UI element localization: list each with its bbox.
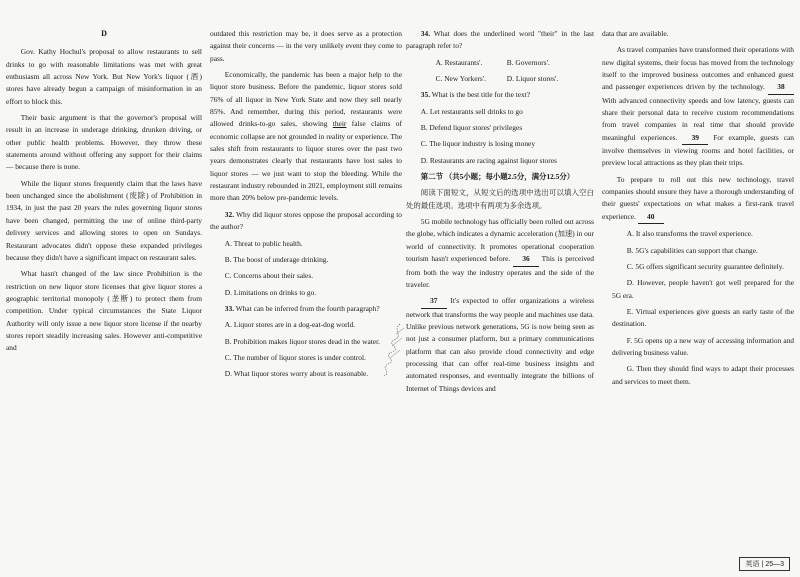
- pencil-scribble: [352, 320, 412, 380]
- section-title: 第二节 （共5小题；每小题2.5分，满分12.5分）: [420, 172, 575, 182]
- column-3: [406, 28, 594, 399]
- option: B. Governors'.: [506, 57, 550, 67]
- option: D. Restaurants are racing against liquor stores: [420, 155, 557, 165]
- page-footer: 英语 | 25—3: [739, 557, 790, 571]
- option: B. The boost of underage drinking.: [224, 254, 329, 264]
- question-33: 33. What can be inferred from the fourth paragraph? A. Liquor stores are in a dog-eat-dog world. B. Prohibition makes liquor stores dead in the water. C. The number of liquor stores is under control. D. What liquor stores worry about is reasonable.: [210, 303, 402, 381]
- passage-paragraph: Economically, the pandemic has been a major help to the liquor store business. Before the pandemic, liquor stores sold 76% of all liquor in New York State and now they sell nearly 85%. And remember, during this period, restaurants were allowed drinks-to-go sales, showing their false claims of economic collapse are not grounded in reality or experience. The sales shift from restaurants to liquor stores over the past two years demonstrates clearly that restaurants have lost sales to liquor stores — we just want to stop the bleeding. While the restaurant industry rebounded in 2021, employment still remains more than 20% below pre-pandemic levels.: [210, 70, 402, 203]
- option: B. Defend liquor stores' privileges: [420, 123, 523, 133]
- question-35: 35. What is the best title for the text? A. Let restaurants sell drinks to go B. Defend liquor stores' privileges C. The liquor industry is losing money D. Restaurants are racing against liquor stores: [406, 89, 594, 167]
- option: G. Then they should find ways to adapt their processes and services to meet them.: [612, 364, 794, 386]
- passage-paragraph: 5G mobile technology has officially been rolled out across the globe, which indicates a dynamic acceleration (加速) in our world of connectivity. It promotes operational cooperation tourism hasn't experienced before. 36 This is perceived from both the way the industry operates and the side of the traveler.: [406, 217, 594, 289]
- option: C. 5G offers significant security guarantee definitely.: [626, 261, 784, 271]
- option: A. Let restaurants sell drinks to go: [420, 106, 523, 116]
- question-34: 34. What does the underlined word "their" in the last paragraph refer to? A. Restaurants'. B. Governors'. C. New Yorkers'. D. Liquor stores'.: [406, 28, 594, 85]
- option: D. What liquor stores worry about is reasonable.: [224, 369, 369, 379]
- option: A. It also transforms the travel experience.: [626, 229, 753, 239]
- passage-paragraph: While the liquor stores frequently claim that the laws have been unchanged since the abolishment (废除) of Prohibition in 1934, in just the past 20 years the rules governing liquor stores have been changed, permitting the use of online third-party delivery services and allowing stores to open on Sundays. Restaurant advocates didn't oppose these expanded privileges because they didn't have a significant impact on restaurant sales.: [6, 178, 202, 262]
- passage-letter: D: [101, 29, 107, 38]
- option: E. Virtual experiences give guests an early taste of the destination.: [612, 306, 794, 329]
- option: C. The liquor industry is losing money: [420, 139, 536, 149]
- option: A. Threat to public health.: [224, 238, 303, 248]
- passage-paragraph: What hasn't changed of the law since Prohibition is the restriction on new liquor store licenses that give liquor stores a geographic territorial monopoly (垄断) to protect them from competition. Under typical circumstances the State Liquor Authority will only issue a new liquor store license if the nearby stores report steadily increasing sales. However anti-competitive and: [6, 269, 202, 353]
- section-instructions: 阅读下面短文，从短文后的选项中选出可以填入空白处的最佳选项。选项中有两项为多余选项。: [406, 188, 594, 210]
- passage-paragraph: Their basic argument is that the governor's proposal will result in an increase in underage drinking, drunken driving, or other public health problems. However, they throw these statements around without offering any support for their claims — because there is none.: [6, 113, 202, 172]
- option: D. Liquor stores'.: [506, 74, 559, 84]
- column-1: [6, 28, 202, 359]
- blank-38[interactable]: 38: [768, 81, 794, 94]
- page-number: 25—3: [765, 561, 784, 568]
- blank-40[interactable]: 40: [638, 211, 664, 224]
- passage-paragraph: 37 It's expected to offer organizations a wireless network that transforms the way people and machines use data. Unlike previous network generations, 5G is now being seen as not just a consumer platform, but a primary communications platform that can also provide cloud connectivity and edge processing that can offer real-time business insights and automated responses, and eventually integrate the billions of Internet of Things devices and: [406, 296, 594, 393]
- passage-paragraph: data that are available.: [602, 29, 669, 38]
- option: B. Prohibition makes liquor stores dead in the water.: [224, 336, 380, 346]
- blank-36[interactable]: 36: [513, 253, 539, 266]
- passage-paragraph: To prepare to roll out this new technology, travel companies should ensure they have a thorough understanding of their guests' expectations on what makes a first-rank travel experience. 40: [602, 174, 794, 224]
- option: C. The number of liquor stores is under control.: [224, 352, 366, 362]
- blank-39[interactable]: 39: [682, 132, 708, 145]
- passage-paragraph: outdated this restriction may be, it does serve as a protection against their concerns — in the very unlikely event they come to pass.: [210, 29, 402, 63]
- passage-paragraph: Gov. Kathy Hochul's proposal to allow restaurants to sell drinks to go with reasonable limitations was met with great enthusiasm all across New York. But New York's liquor (酒) stores have already begun a campaign of misinformation in an effort to block this.: [6, 47, 202, 106]
- underlined-word: their: [332, 119, 347, 129]
- question-32: 32. Why did liquor stores oppose the proposal according to the author? A. Threat to public health. B. The boost of underage drinking. C. Concerns about their sales. D. Limitations on drinks to go.: [210, 209, 402, 299]
- option: A. Liquor stores are in a dog-eat-dog world.: [224, 320, 356, 330]
- blank-37[interactable]: 37: [421, 295, 447, 308]
- subject-label: 英语: [745, 561, 760, 568]
- option: C. New Yorkers'.: [435, 74, 486, 84]
- option: C. Concerns about their sales.: [224, 271, 314, 281]
- passage-paragraph: As travel companies have transformed their operations with new digital systems, their focus has moved from the technology itself to the improved business outcomes and enhanced guest and passenger experiences driven by the technology. 38 With advanced connectivity speeds and low latency, guests can share their personal data to receive custom recommendations from travel companies in real time that should provide meaningful experiences. 39 For example, guests can involve themselves in viewing rooms and hotel facilities, or preview local attractions as they plan their trips.: [602, 45, 794, 168]
- option: D. Limitations on drinks to go.: [224, 287, 317, 297]
- option: D. However, people haven't got well prepared for the 5G era.: [612, 278, 794, 300]
- option: F. 5G opens up a new way of accessing information and delivering business value.: [612, 335, 794, 357]
- option: B. 5G's capabilities can support that change.: [626, 245, 758, 255]
- option: A. Restaurants'.: [435, 57, 483, 67]
- column-4: [602, 28, 794, 392]
